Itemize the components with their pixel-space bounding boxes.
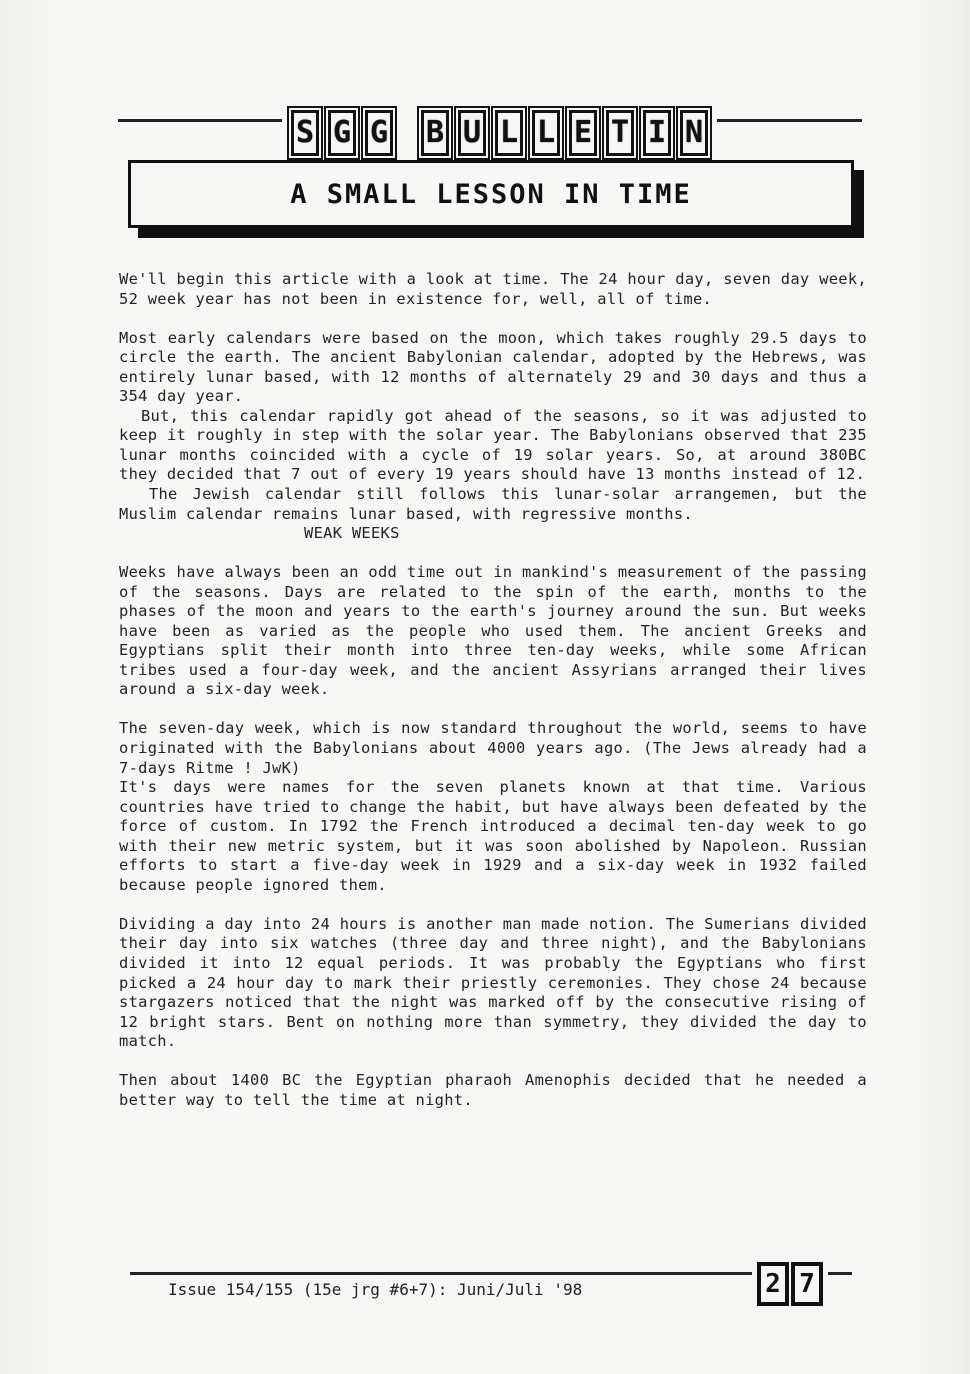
issue-label: Issue 154/155 (15e jrg #6+7): Juni/Juli '98	[168, 1280, 583, 1299]
page-digit: 2	[757, 1262, 789, 1306]
masthead-letter: I	[643, 110, 671, 156]
article-title: A SMALL LESSON IN TIME	[290, 178, 692, 210]
paragraph: The seven-day week, which is now standard throughout the world, seems to have originated with the Babylonians about 4000 years ago. (The Jews already had a 7-days Ritme ! JwK)	[119, 719, 867, 777]
paragraph: But, this calendar rapidly got ahead of the seasons, so it was adjusted to keep it roughly in step with the solar year. The Babylonians observed that 235 lunar months coincided with a cycle of 19 solar years. So, at around 380BC they decided that 7 out of every 19 years should have 13 months instead of 12.	[119, 406, 877, 484]
masthead-letter: S	[291, 110, 319, 156]
article-body	[119, 270, 877, 1110]
section-heading: WEAK WEEKS	[304, 524, 400, 543]
masthead-word-sgg	[288, 106, 396, 154]
page-digit: 7	[791, 1262, 823, 1306]
paragraph: It's days were names for the seven planets known at that time. Various countries have tried to change the habit, but have always been defeated by the force of custom. In 1792 the French introduced a decimal ten-day week to go with their new metric system, but it was soon abolished by Napoleon. Russian efforts to start a five-day week in 1929 and a six-day week in 1932 failed because people ignored them.	[119, 778, 867, 894]
masthead-letter: U	[458, 110, 486, 156]
paragraph: We'll begin this article with a look at time. The 24 hour day, seven day week, 52 week year has not been in existence for, well, all of time.	[119, 270, 867, 308]
page-number	[752, 1262, 828, 1306]
masthead-letter: E	[569, 110, 597, 156]
article-title-box	[128, 160, 854, 228]
masthead-letter: G	[328, 110, 356, 156]
paragraph: Dividing a day into 24 hours is another man made notion. The Sumerians divided their day into six watches (three day and three night), and the Babylonians divided it into 12 equal periods. It was probably the Egyptians who first picked a 24 hour day to mark their priestly ceremonies. They chose 24 because stargazers noticed that the night was marked off by the consecutive rising of 12 bright stars. Bent on nothing more than symmetry, they divided the day to match.	[119, 914, 867, 1051]
footer-rule	[130, 1272, 852, 1275]
masthead-word-bulletin	[418, 106, 711, 154]
masthead-letter: G	[365, 110, 393, 156]
masthead-letter: T	[606, 110, 634, 156]
masthead-logo	[282, 106, 717, 154]
paragraph: Then about 1400 BC the Egyptian pharaoh Amenophis decided that he needed a better way to tell the time at night.	[119, 1071, 867, 1109]
masthead-letter: N	[680, 110, 708, 156]
paragraph: Most early calendars were based on the moon, which takes roughly 29.5 days to circle the earth. The ancient Babylonian calendar, adopted by the Hebrews, was entirely lunar based, with 12 months of alternately 29 and 30 days and thus a 354 day year.	[119, 328, 867, 406]
masthead-letter: L	[495, 110, 523, 156]
paragraph: Weeks have always been an odd time out in mankind's measurement of the passing of the seasons. Days are related to the spin of the earth, months to the phases of the moon and years to the earth's journey around the sun. But weeks have been as varied as the people who used them. The ancient Greeks and Egyptians split their month into three ten-day weeks, while some African tribes used a four-day week, and the ancient Assyrians arranged their lives around a six-day week.	[119, 563, 867, 699]
paragraph: The Jewish calendar still follows this lunar-solar arrangemen, but the Muslim calendar remains lunar based, with regressive months.	[119, 484, 877, 523]
masthead-letter: L	[532, 110, 560, 156]
masthead-letter: B	[421, 110, 449, 156]
